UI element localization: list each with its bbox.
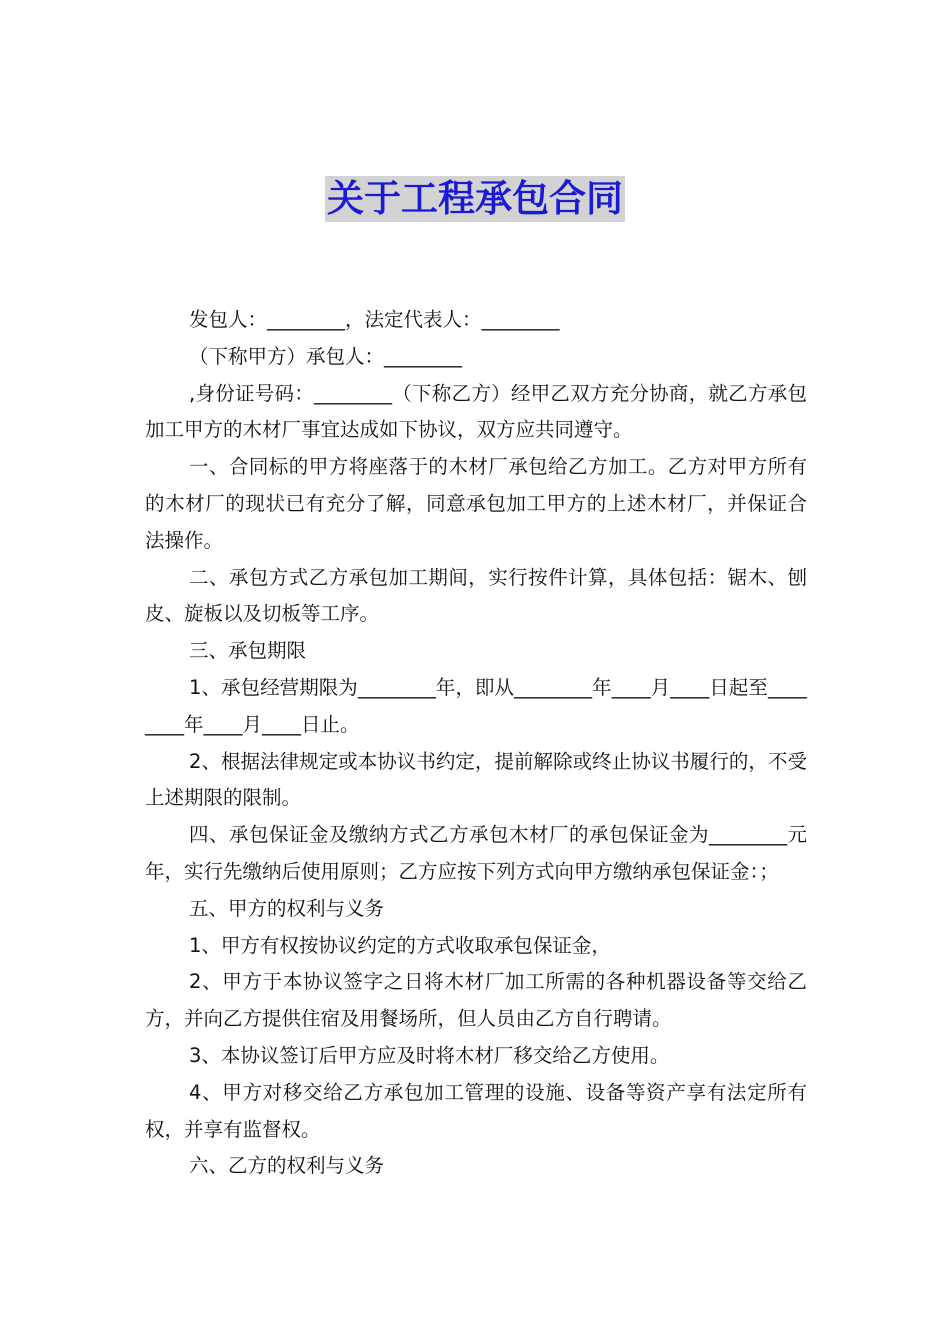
paragraph-section-5-item-1: 1、甲方有权按协议约定的方式收取承包保证金， [189,933,611,957]
heading-section-6: 六、乙方的权利与义务 [189,1154,385,1178]
paragraph-section-5-item-3: 3、本协议签订后甲方应及时将木材厂移交给乙方使用。 [189,1043,670,1067]
heading-section-3: 三、承包期限 [189,639,307,663]
paragraph-section-3-item-1: 1、承包经营期限为________年，即从________年____月____日起至________年____月____日止。 [145,675,807,736]
paragraph-contractor: （下称甲方）承包人：________ [189,344,463,368]
paragraph-section-1: 一、合同标的甲方将座落于的木材厂承包给乙方加工。乙方对甲方所有的木材厂的现状已有充分了解，同意承包加工甲方的上述木材厂，并保证合法操作。 [145,455,807,552]
paragraph-section-2: 二、承包方式乙方承包加工期间，实行按件计算，具体包括：锯木、刨皮、旋板以及切板等工序。 [145,565,807,626]
paragraph-section-5-item-4: 4、甲方对移交给乙方承包加工管理的设施、设备等资产享有法定所有权，并享有监督权。 [145,1080,807,1141]
paragraph-parties: 发包人：________，法定代表人：________ [189,308,560,331]
heading-section-5: 五、甲方的权利与义务 [189,896,385,920]
paragraph-section-4: 四、承包保证金及缴纳方式乙方承包木材厂的承包保证金为________元年，实行先缴纳后使用原则；乙方应按下列方式向甲方缴纳承包保证金：； [145,823,807,883]
document-body [145,302,807,1185]
paragraph-section-3-item-2: 2、根据法律规定或本协议书约定，提前解除或终止协议书履行的，不受上述期限的限制。 [145,749,807,810]
title-container [0,176,950,222]
paragraph-agreement-intro: ,身份证号码：________（下称乙方）经甲乙双方充分协商，就乙方承包加工甲方的木材厂事宜达成如下协议，双方应共同遵守。 [145,381,807,442]
paragraph-section-5-item-2: 2、甲方于本协议签字之日将木材厂加工所需的各种机器设备等交给乙方，并向乙方提供住宿及用餐场所，但人员由乙方自行聘请。 [145,970,807,1031]
document-title: 关于工程承包合同 [327,177,623,220]
